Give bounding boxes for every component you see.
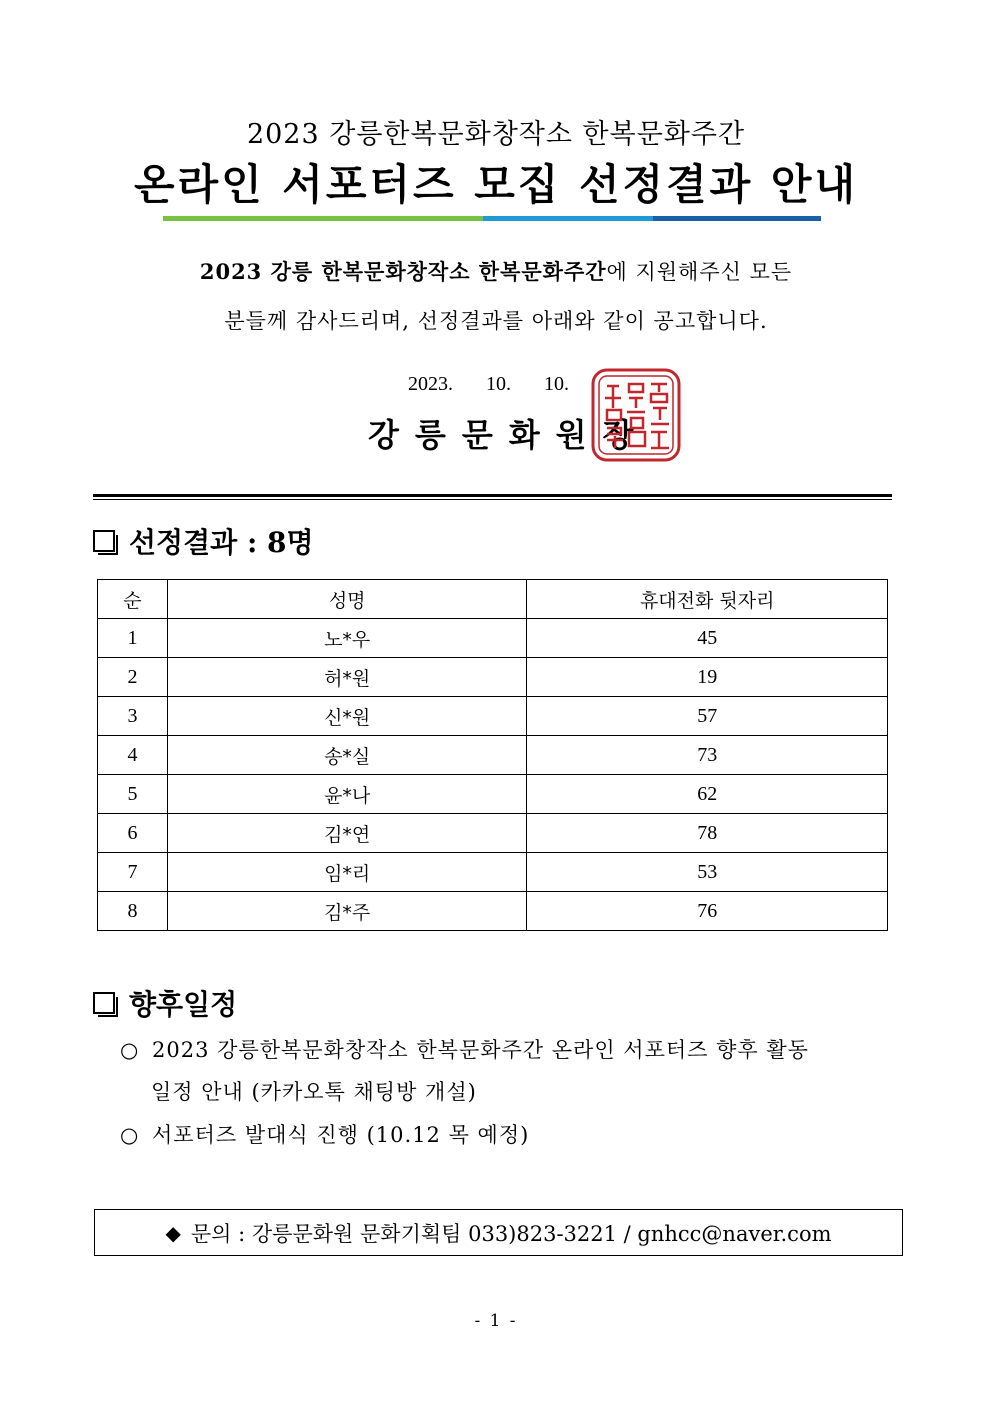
cell-phone: 62 [527,775,888,814]
table-row [98,736,888,775]
schedule-heading [93,983,237,1023]
intro-rest-text: 에 지원해주신 모든 [606,260,793,284]
cell-order: 3 [98,697,168,736]
table-row [98,814,888,853]
document-subtitle: 2023 강릉한복문화창작소 한복문화주간 [246,119,746,150]
cell-phone: 73 [527,736,888,775]
official-seal-icon [589,366,683,464]
schedule-item-2-text: 서포터즈 발대식 진행 (10.12 목 예정) [152,1123,530,1147]
table-header-row [98,580,888,619]
cell-phone: 45 [527,619,888,658]
cell-name: 노*우 [167,619,527,658]
schedule-heading-text: 향후일정 [129,988,238,1021]
table-row [98,658,888,697]
cell-order: 7 [98,853,168,892]
circle-bullet-icon: ○ [120,1123,140,1147]
cell-phone: 53 [527,853,888,892]
cell-phone: 19 [527,658,888,697]
schedule-item-2 [120,1119,529,1149]
table-row [98,697,888,736]
schedule-item-1-text: 2023 강릉한복문화창작소 한복문화주간 온라인 서포터즈 향후 활동 [152,1038,809,1062]
cell-order: 4 [98,736,168,775]
document-title: 온라인 서포터즈 모집 선정결과 안내 [133,160,859,209]
table-row [98,775,888,814]
signer-name: 강릉문화원장 [368,416,650,454]
results-heading [93,521,314,561]
cell-order: 2 [98,658,168,697]
cell-order: 8 [98,892,168,931]
checkbox-square-icon [93,530,115,552]
cell-phone: 76 [527,892,888,931]
cell-name: 윤*나 [167,775,527,814]
cell-name: 송*실 [167,736,527,775]
checkbox-square-icon [93,992,115,1014]
table-row [98,619,888,658]
column-header-phone: 휴대전화 뒷자리 [527,580,888,619]
cell-order: 5 [98,775,168,814]
issue-date: 2023. 10. 10. [408,373,569,395]
title-underline [163,216,821,221]
schedule-item-1 [120,1034,809,1064]
cell-name: 허*원 [167,658,527,697]
diamond-icon: ◆ [165,1220,181,1245]
separator-thin [93,499,892,500]
table-row [98,892,888,931]
cell-name: 김*주 [167,892,527,931]
cell-phone: 78 [527,814,888,853]
page-number: - 1 - [474,1311,518,1331]
results-heading-text: 선정결과 : 8명 [129,526,314,559]
schedule-item-1-continued: 일정 안내 (카카오톡 채팅방 개설) [151,1080,477,1104]
separator-thick [93,494,892,497]
cell-name: 김*연 [167,814,527,853]
cell-phone: 57 [527,697,888,736]
circle-bullet-icon: ○ [120,1038,140,1062]
cell-order: 1 [98,619,168,658]
intro-line-1 [0,256,992,286]
contact-text: 문의 : 강릉문화원 문화기획팀 033)823-3221 / gnhcc@naver.com [190,1221,832,1246]
results-table [97,579,888,931]
intro-line-2: 분들께 감사드리며, 선정결과를 아래와 같이 공고합니다. [224,309,768,333]
column-header-order: 순 [98,580,168,619]
cell-order: 6 [98,814,168,853]
intro-bold-text: 2023 강릉 한복문화창작소 한복문화주간 [199,259,607,284]
cell-name: 임*리 [167,853,527,892]
contact-box [94,1209,903,1256]
table-row [98,853,888,892]
column-header-name: 성명 [167,580,527,619]
cell-name: 신*원 [167,697,527,736]
